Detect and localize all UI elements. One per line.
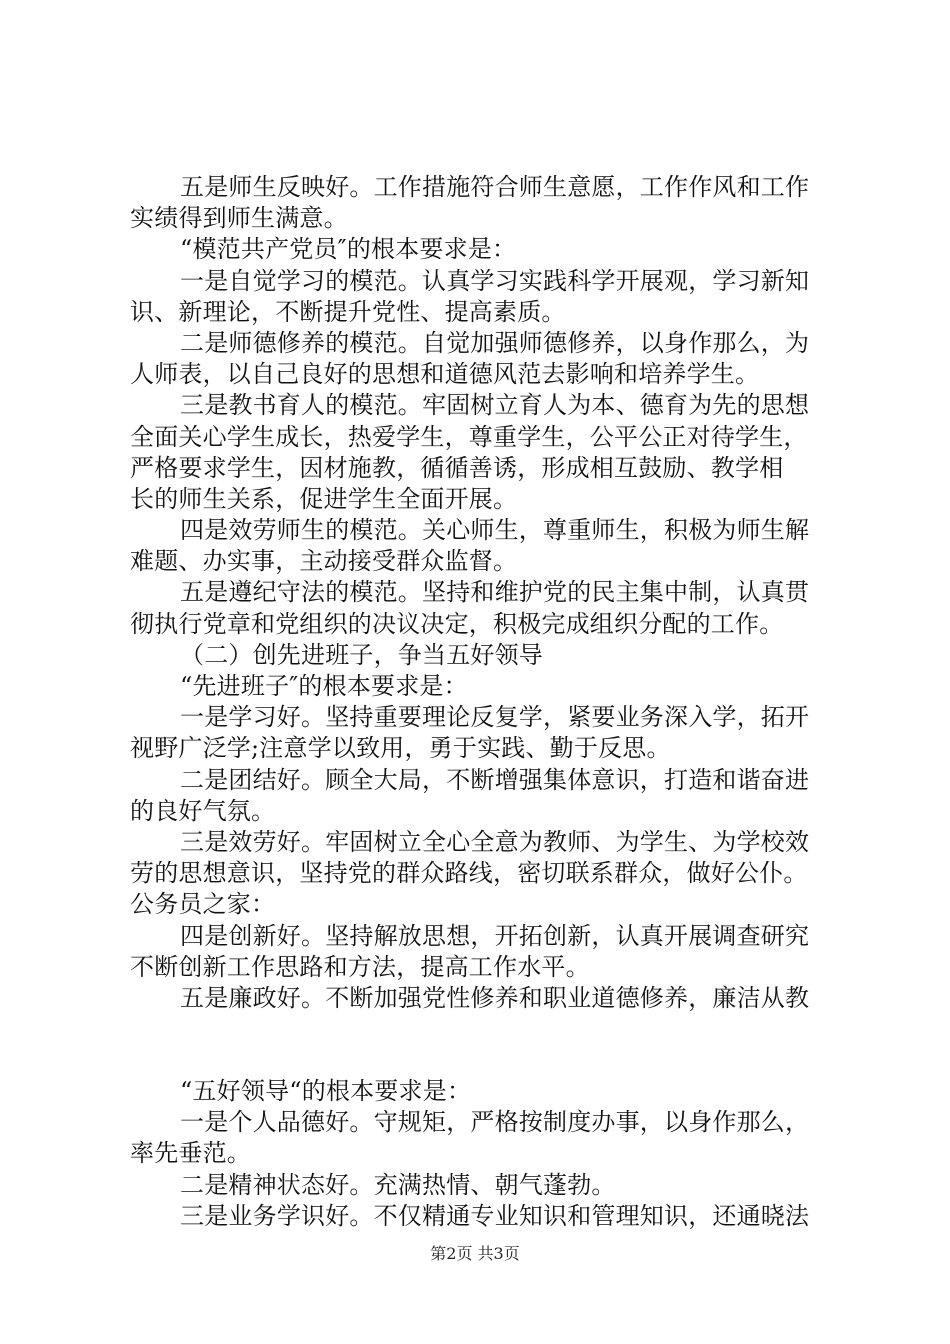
text-block-leaders xyxy=(130,1076,840,1232)
text-line: “先进班子″的根本要求是： xyxy=(180,672,468,700)
text-line: 一是自觉学习的模范。认真学习实践科学开展观，学习新知 xyxy=(180,266,810,295)
text-line: 视野广泛学;注意学以致用，勇于实践、勤于反思。 xyxy=(130,734,671,763)
text-line: （二）创先进班子，争当五好领导 xyxy=(180,640,543,669)
text-line: 不断创新工作思路和方法，提高工作水平。 xyxy=(130,952,590,981)
text-line: “五好领导“的根本要求是： xyxy=(180,1077,472,1106)
text-line: 二是团结好。顾全大局，不断增强集体意识，打造和谐奋进 xyxy=(180,765,810,794)
text-line: 严格要求学生，因材施教，循循善诱，形成相互鼓励、教学相 xyxy=(130,453,784,482)
text-block-main xyxy=(130,172,840,1014)
text-line: 三是效劳好。牢固树立全心全意为教师、为学生、为学校效 xyxy=(180,827,810,856)
text-line: 四是创新好。坚持解放思想，开拓创新，认真开展调查研究 xyxy=(180,921,810,950)
text-line: 全面关心学生成长，热爱学生，尊重学生，公平公正对待学生， xyxy=(130,422,808,451)
text-line: 一是学习好。坚持重要理论反复学，紧要业务深入学，拓开 xyxy=(180,703,810,732)
text-line: 五是廉政好。不断加强党性修养和职业道德修养，廉洁从教 xyxy=(180,983,810,1012)
paragraph-gap xyxy=(130,1014,840,1076)
text-line: 四是效劳师生的模范。关心师生，尊重师生，积极为师生解 xyxy=(180,516,810,545)
text-line: 难题、办实事，主动接受群众监督。 xyxy=(130,547,518,576)
text-line: 二是师德修养的模范。自觉加强师德修养，以身作那么，为 xyxy=(180,328,810,357)
document-body xyxy=(130,172,840,1232)
text-line: 彻执行党章和党组织的决议决定，积极完成组织分配的工作。 xyxy=(130,609,784,638)
text-line: 五是师生反映好。工作措施符合师生意愿，工作作风和工作 xyxy=(180,173,810,201)
text-line: 人师表，以自己良好的思想和道德风范去影响和培养学生。 xyxy=(130,360,760,389)
text-line: 三是业务学识好。不仅精通专业知识和管理知识，还通晓法 xyxy=(180,1201,810,1230)
text-line: 二是精神状态好。充满热情、朝气蓬勃。 xyxy=(180,1170,616,1199)
text-line: 实绩得到师生满意。 xyxy=(130,204,348,233)
page-number-footer: 第2页 共3页 xyxy=(430,1244,520,1263)
text-line: 长的师生关系，促进学生全面开展。 xyxy=(130,484,518,513)
text-line: 五是遵纪守法的模范。坚持和维护党的民主集中制，认真贯 xyxy=(180,578,810,607)
text-line: 的良好气氛。 xyxy=(130,796,276,825)
text-line: “模范共产党员″的根本要求是： xyxy=(180,235,517,264)
text-line: 劳的思想意识，坚持党的群众路线，密切联系群众，做好公仆。 xyxy=(130,859,808,888)
text-line: 识、新理论，不断提升党性、提高素质。 xyxy=(130,297,566,326)
text-line: 公务员之家： xyxy=(130,890,276,919)
text-line: 三是教书育人的模范。牢固树立育人为本、德育为先的思想 xyxy=(180,391,810,420)
text-line: 一是个人品德好。守规矩，严格按制度办事，以身作那么， xyxy=(180,1108,810,1137)
text-line: 率先垂范。 xyxy=(130,1139,251,1168)
